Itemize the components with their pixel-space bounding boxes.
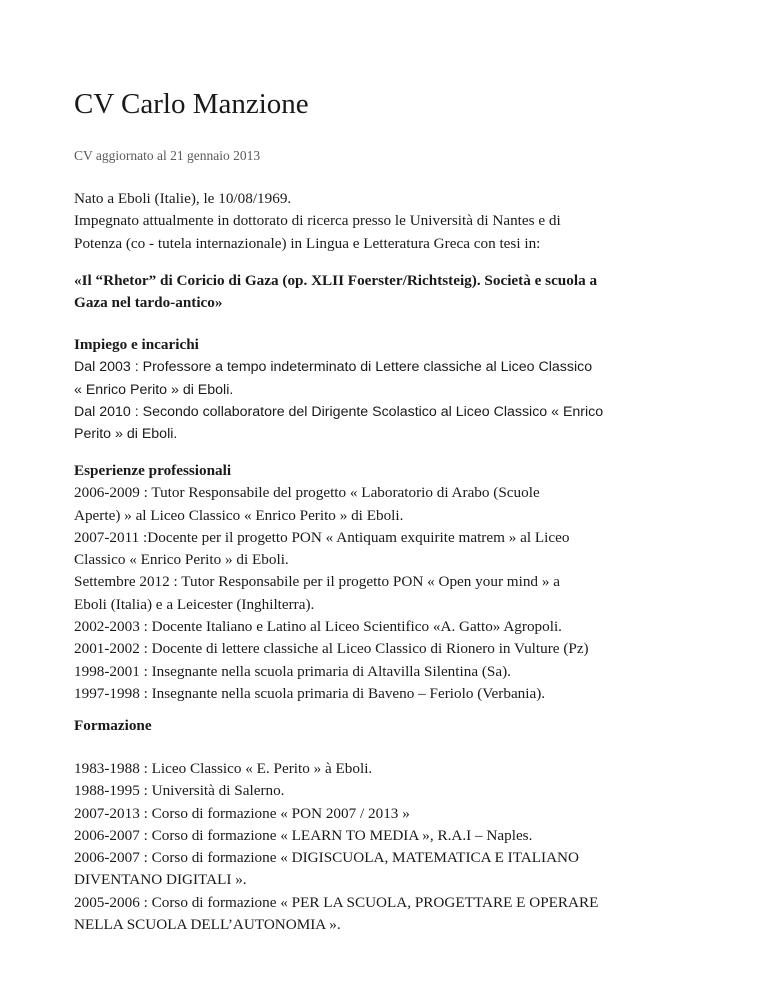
esperienze-line: Classico « Enrico Perito » di Eboli.	[74, 551, 289, 569]
thesis-title	[74, 270, 694, 315]
impiego-line: Perito » di Eboli.	[74, 426, 178, 443]
impiego-line: Dal 2003 : Professore a tempo indeterminato di Lettere classiche al Liceo Classico	[74, 359, 593, 376]
impiego-line: « Enrico Perito » di Eboli.	[74, 381, 234, 398]
impiego-section	[74, 334, 694, 445]
formazione-line: 1983-1988 : Liceo Classico « E. Perito » à Eboli.	[74, 760, 373, 777]
esperienze-section	[74, 460, 694, 705]
page-title: CV Carlo Manzione	[74, 88, 309, 120]
formazione-heading: Formazione	[74, 717, 152, 734]
intro-line: Nato a Eboli (Italie), le 10/08/1969.	[74, 190, 292, 207]
intro-line: Potenza (co - tutela internazionale) in Lingua e Letteratura Greca con tesi in:	[74, 234, 541, 252]
formazione-line: 2006-2007 : Corso di formazione « LEARN TO MEDIA », R.A.I – Naples.	[74, 826, 533, 844]
esperienze-line: 2006-2009 : Tutor Responsabile del progetto « Laboratorio di Arabo (Scuole	[74, 484, 540, 502]
intro-paragraph	[74, 188, 694, 255]
impiego-heading: Impiego e incarichi	[74, 336, 199, 353]
formazione-line: 2005-2006 : Corso di formazione « PER LA SCUOLA, PROGETTARE E OPERARE	[74, 893, 599, 911]
formazione-line: NELLA SCUOLA DELL’AUTONOMIA ».	[74, 916, 341, 934]
formazione-line: DIVENTANO DIGITALI ».	[74, 871, 247, 889]
formazione-section	[74, 758, 694, 936]
formazione-line: 1988-1995 : Università di Salerno.	[74, 782, 285, 800]
esperienze-line: 1997-1998 : Insegnante nella scuola primaria di Baveno – Feriolo (Verbania).	[74, 684, 546, 702]
esperienze-line: 2001-2002 : Docente di lettere classiche al Liceo Classico di Rionero in Vulture (Pz)	[74, 640, 589, 658]
thesis-line: Gaza nel tardo-antico»	[74, 294, 223, 312]
esperienze-heading: Esperienze professionali	[74, 462, 232, 479]
thesis-line: «Il “Rhetor” di Coricio di Gaza (op. XLII Foerster/Richtsteig). Società e scuola a	[74, 272, 598, 289]
esperienze-line: 2002-2003 : Docente Italiano e Latino al Liceo Scientifico «A. Gatto» Agropoli.	[74, 618, 562, 636]
intro-line: Impegnato attualmente in dottorato di ricerca presso le Università di Nantes e di	[74, 212, 561, 230]
impiego-line: Dal 2010 : Secondo collaboratore del Dirigente Scolastico al Liceo Classico « Enrico	[74, 403, 604, 420]
esperienze-line: Aperte) » al Liceo Classico « Enrico Perito » di Eboli.	[74, 506, 404, 524]
esperienze-line: 2007-2011 :Docente per il progetto PON « Antiquam exquirite matrem » al Liceo	[74, 528, 570, 546]
formazione-line: 2007-2013 : Corso di formazione « PON 2007 / 2013 »	[74, 804, 410, 822]
esperienze-line: Settembre 2012 : Tutor Responsabile per il progetto PON « Open your mind » a	[74, 573, 560, 591]
esperienze-line: Eboli (Italia) e a Leicester (Inghilterra).	[74, 595, 315, 613]
formazione-line: 2006-2007 : Corso di formazione « DIGISCUOLA, MATEMATICA E ITALIANO	[74, 849, 579, 867]
formazione-heading-block	[74, 715, 694, 737]
update-date: CV aggiornato al 21 gennaio 2013	[74, 148, 261, 163]
esperienze-line: 1998-2001 : Insegnante nella scuola primaria di Altavilla Silentina (Sa).	[74, 662, 511, 680]
